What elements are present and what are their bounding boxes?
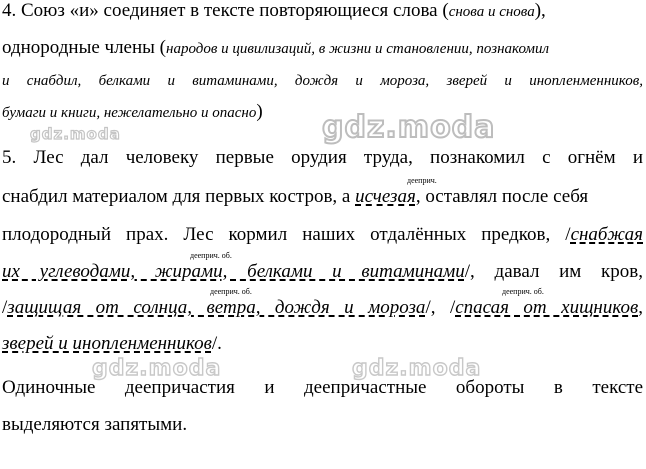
p4-lead-text: Союз «и» соединяет в тексте повторяющиеся слова ( [21,0,449,21]
p5-line2-text-b: , оставлял после себя [415,186,589,207]
watermark-logo: gdz.moda [352,356,482,381]
p5-end: /. [211,333,222,354]
watermark-logo: gdz.moda [322,110,496,145]
p5-line3-text: плодородный прах. Лес кормил наших отдалённых предков, / [2,224,571,245]
p4-number: 4. [2,0,17,21]
gerund-phrase-zashchishchaya: защищая от солнца, ветра, дождя и мороза [7,297,426,318]
p5-number: 5. [2,147,17,168]
p5-line2-text-a: снабдил материалом для первых костров, а [2,186,356,207]
p5-line1-text: Лес дал человеку первые орудия труда, познакомил с огнём и [33,147,644,168]
p4-line-2 [2,37,549,60]
watermark-logo: gdz.moda [92,356,222,381]
gerund-phrase-snabzhaya-start: снабжая [570,224,643,245]
p5-comma: , [638,297,643,318]
p4-example-repeat: снова и снова [448,4,535,20]
p4-list-part-c: бумаги и книги, нежелательно и опасно [2,105,257,121]
label-gerund-phrase-1: дееприч. об. [190,251,232,260]
p4-paren-close: ), [534,0,546,21]
p4-line-4 [2,101,263,124]
p4-close-paren: ) [256,101,263,122]
p4-list-part-a: народов и цивилизаций, в жизни и становлении, познакомил [166,41,549,57]
gerund-ischezaya: исчезая [355,186,416,207]
gerund-phrase-spasaya-end: зверей и инопленменников [2,333,212,354]
label-gerund-phrase-2: дееприч. об. [210,287,252,296]
p5-line-4 [2,261,643,283]
p4-line2-lead: однородные члены ( [2,37,167,58]
conclusion-line-1: Одиночные деепричастия и деепричастные обороты в тексте [2,377,643,398]
p5-line-2 [2,186,588,208]
label-gerund: дееприч. [407,176,437,185]
p4-line-1 [2,0,546,23]
p5-line-3 [2,224,643,246]
p5-line-1 [2,147,643,169]
p5-line-6 [2,333,222,355]
p5-line4-text: /, давал им кров, [464,261,643,282]
p5-line-5 [2,297,643,319]
watermark-logo: gdz.moda [30,125,121,143]
gerund-phrase-snabzhaya-end: их углеводами, жирами, белками и витаминами [2,261,465,282]
p5-separator: /, / [425,297,456,318]
p5-slash: / [2,297,8,318]
p4-list-part-b: и снабдил, белками и витаминами, дождя и мороза, зверей и инопленменников, [2,73,643,89]
conclusion-line-2: выделяются запятыми. [2,414,188,435]
label-gerund-phrase-3: дееприч. об. [502,287,544,296]
gerund-phrase-spasaya-start: спасая от хищников [455,297,639,318]
